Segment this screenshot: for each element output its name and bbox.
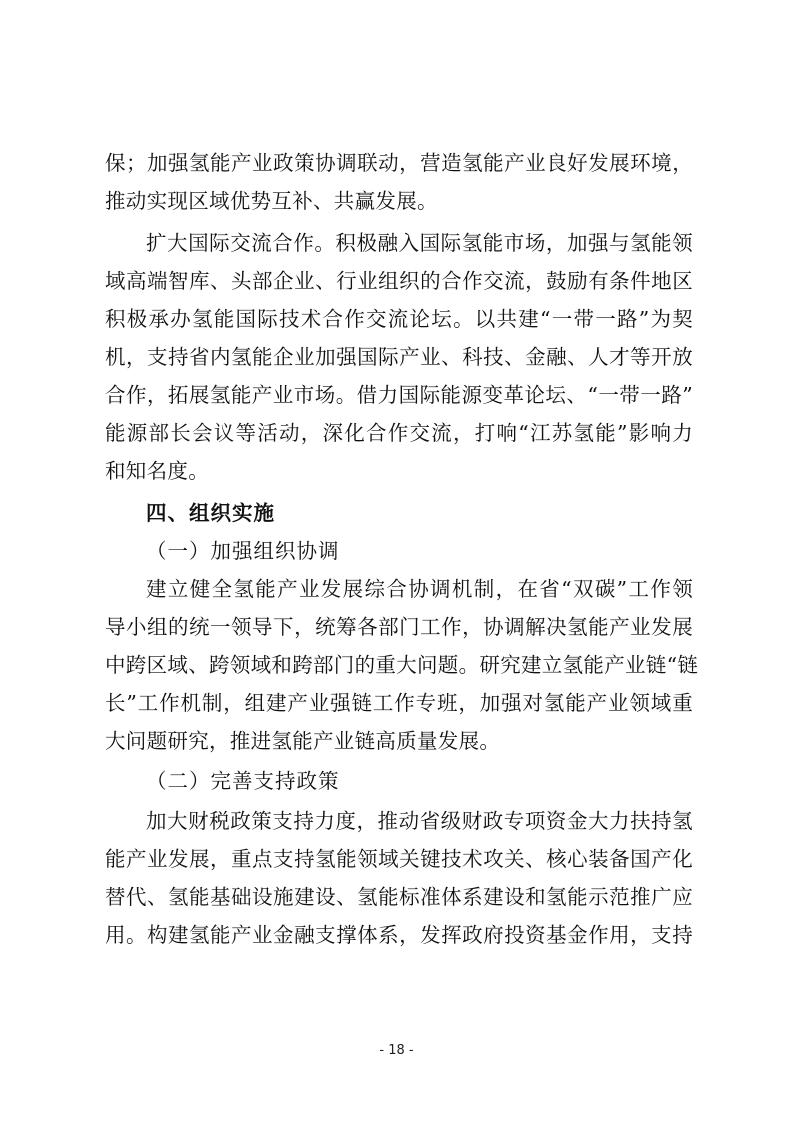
paragraph-line: 和知名度。: [105, 459, 209, 483]
subsection-heading: （一）加强组织协调: [146, 539, 340, 563]
paragraph-line: 保；加强氢能产业政策协调联动，营造氢能产业良好发展环境，: [105, 151, 693, 175]
paragraph-line: 域高端智库、头部企业、行业组织的合作交流，鼓励有条件地区: [105, 269, 693, 293]
paragraph-line: 积极承办氢能国际技术合作交流论坛。以共建“一带一路”为契: [105, 307, 693, 331]
paragraph-line: 合作，拓展氢能产业市场。借力国际能源变革论坛、“一带一路”: [105, 383, 693, 407]
paragraph-line: 替代、氢能基础设施建设、氢能标准体系建设和氢能示范推广应: [105, 885, 693, 909]
paragraph-line: 推动实现区域优势互补、共赢发展。: [105, 189, 438, 213]
paragraph-line: 扩大国际交流合作。积极融入国际氢能市场，加强与氢能领: [146, 231, 693, 255]
paragraph-line: 加大财税政策支持力度，推动省级财政专项资金大力扶持氢: [146, 809, 693, 833]
paragraph-line: 建立健全氢能产业发展综合协调机制，在省“双碳”工作领: [146, 577, 693, 601]
subsection-heading: （二）完善支持政策: [146, 769, 340, 793]
section-heading: 四、组织实施: [146, 501, 275, 525]
page-number: - 18 -: [379, 1043, 414, 1058]
paragraph-line: 能产业发展，重点支持氢能领域关键技术攻关、核心装备国产化: [105, 847, 693, 871]
paragraph-line: 中跨区域、跨领域和跨部门的重大问题。研究建立氢能产业链“链: [105, 653, 699, 677]
paragraph-line: 大问题研究，推进氢能产业链高质量发展。: [105, 729, 501, 753]
paragraph-line: 用。构建氢能产业金融支撑体系，发挥政府投资基金作用，支持: [105, 923, 693, 947]
paragraph-line: 长”工作机制，组建产业强链工作专班，加强对氢能产业领域重: [105, 691, 693, 715]
paragraph-line: 能源部长会议等活动，深化合作交流，打响“江苏氢能”影响力: [105, 421, 693, 445]
paragraph-line: 导小组的统一领导下，统筹各部门工作，协调解决氢能产业发展: [105, 615, 693, 639]
paragraph-line: 机，支持省内氢能企业加强国际产业、科技、金融、人才等开放: [105, 345, 693, 369]
